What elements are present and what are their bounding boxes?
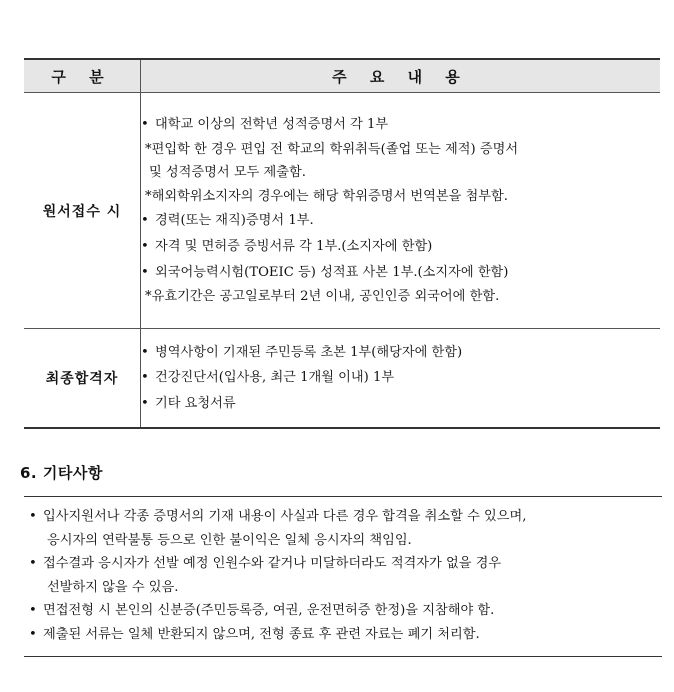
category-application: 원서접수 시 xyxy=(24,93,141,329)
bullet: • xyxy=(141,117,149,133)
item-text: 입사지원서나 각종 증명서의 기재 내용이 사실과 다른 경우 합격을 취소할 수 있으며, xyxy=(43,509,527,524)
item-text: 접수결과 응시자가 선발 예정 인원수와 같거나 미달하더라도 적격자가 없을 경우 xyxy=(43,556,502,571)
list-item xyxy=(141,208,660,234)
item-text: 면접전형 시 본인의 신분증(주민등록증, 여권, 운전면허증 한정)을 지참해야 함. xyxy=(43,603,495,618)
note-line: *해외학위소지자의 경우에는 해당 학위증명서 번역본을 첨부함. xyxy=(145,188,508,204)
bullet: • xyxy=(141,213,149,229)
note-line: *유효기간은 공고일로부터 2년 이내, 공인인증 외국어에 한함. xyxy=(145,289,500,305)
header-content: 주 요 내 용 xyxy=(141,59,661,93)
list-item xyxy=(141,112,660,138)
list-item-continuation: 응시자의 연락불통 등으로 인한 불이익은 일체 응시자의 책임임. xyxy=(47,532,412,548)
bullet: • xyxy=(141,344,149,360)
header-category: 구 분 xyxy=(24,59,141,93)
final-content xyxy=(141,329,661,429)
item-text: 자격 및 면허증 증빙서류 각 1부.(소지자에 한함) xyxy=(155,239,433,254)
note-line: 및 성적증명서 모두 제출함. xyxy=(149,165,306,181)
list-item xyxy=(24,505,662,529)
list-item xyxy=(24,623,662,647)
section-title: 6. 기타사항 xyxy=(20,464,103,482)
list-item xyxy=(141,234,660,260)
list-item xyxy=(141,391,660,417)
misc-notes-box xyxy=(24,496,662,657)
table-row-application xyxy=(24,93,660,329)
item-text: 외국어능력시험(TOEIC 등) 성적표 사본 1부.(소지자에 한함) xyxy=(155,264,509,280)
table-header-row xyxy=(24,59,660,93)
item-text: 경력(또는 재직)증명서 1부. xyxy=(155,213,314,229)
list-item xyxy=(141,365,660,391)
bullet: • xyxy=(141,395,149,411)
item-text: 기타 요청서류 xyxy=(155,395,236,411)
bullet: • xyxy=(29,556,37,571)
list-item-continuation: 선발하지 않을 수 있음. xyxy=(47,579,179,595)
bullet: • xyxy=(141,239,149,254)
item-text: 제출된 서류는 일체 반환되지 않으며, 전형 종료 후 관련 자료는 폐기 처리함. xyxy=(43,626,480,642)
bullet: • xyxy=(141,370,149,386)
item-text: 건강진단서(입사용, 최근 1개월 이내) 1부 xyxy=(155,370,395,386)
category-final: 최종합격자 xyxy=(24,329,141,429)
item-text: 병역사항이 기재된 주민등록 초본 1부(해당자에 한함) xyxy=(155,344,463,360)
list-item xyxy=(24,552,662,576)
list-item xyxy=(141,340,660,366)
item-text: 대학교 이상의 전학년 성적증명서 각 1부 xyxy=(155,117,389,133)
bullet: • xyxy=(29,509,37,524)
bullet: • xyxy=(141,264,149,280)
requirements-table xyxy=(24,58,660,429)
bullet: • xyxy=(29,603,37,618)
list-item xyxy=(141,260,660,286)
application-content xyxy=(141,93,661,329)
table-row-final xyxy=(24,329,660,429)
note-line: *편입학 한 경우 편입 전 학교의 학위취득(졸업 또는 제적) 증명서 xyxy=(145,141,519,157)
list-item xyxy=(24,599,662,623)
bullet: • xyxy=(29,626,37,642)
